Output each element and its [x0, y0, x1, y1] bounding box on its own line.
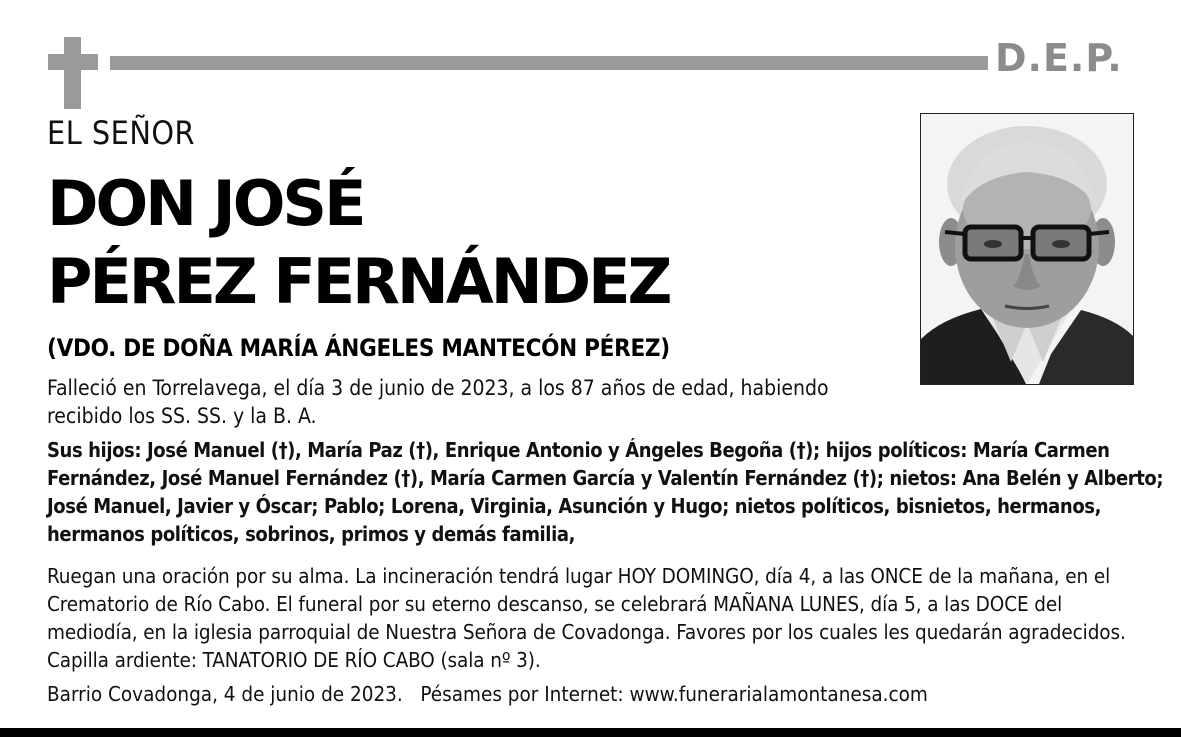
- name-line-1: DON JOSÉ: [47, 167, 364, 240]
- cross-icon: [64, 37, 81, 109]
- honorific: EL SEÑOR: [47, 114, 196, 152]
- cross-icon-bar: [48, 54, 98, 70]
- bottom-border: [0, 728, 1181, 737]
- deceased-name: [47, 165, 669, 321]
- condolences-link: Pésames por Internet: www.funerarialamontanesa.com: [420, 682, 928, 706]
- portrait-photo: [920, 113, 1134, 385]
- footer-line: [47, 680, 928, 708]
- widower-line: (VDO. DE DOÑA MARÍA ÁNGELES MANTECÓN PÉREZ): [47, 334, 670, 362]
- dep-heading: D.E.P.: [995, 36, 1123, 80]
- family-list: Sus hijos: José Manuel (†), María Paz (†), Enrique Antonio y Ángeles Begoña (†); hijos políticos: María Carmen Fernández, José Manuel Fernández (†), María Carmen García y Valentín Fernández (†); nietos: Ana Belén y Alberto; José Manuel, Javier y Óscar; Pablo; Lorena, Virginia, Asunción y Hugo; nietos políticos, bisnietos, hermanos, hermanos políticos, sobrinos, primos y demás familia,: [47, 438, 1164, 546]
- place-date: Barrio Covadonga, 4 de junio de 2023.: [47, 682, 403, 706]
- name-line-2: PÉREZ FERNÁNDEZ: [47, 245, 670, 318]
- portrait-image: [921, 114, 1133, 384]
- header-rule: [110, 56, 988, 70]
- death-notice: Falleció en Torrelavega, el día 3 de junio de 2023, a los 87 años de edad, habiendo recibido los SS. SS. y la B. A.: [47, 376, 829, 428]
- funeral-details: Ruegan una oración por su alma. La incineración tendrá lugar HOY DOMINGO, día 4, a las ONCE de la mañana, en el Crematorio de Río Cabo. El funeral por su eterno descanso, se celebrará MAÑANA LUNES, día 5, a las DOCE del mediodía, en la iglesia parroquial de Nuestra Señora de Covadonga. Favores por los cuales les quedarán agradecidos. Capilla ardiente: TANATORIO DE RÍO CABO (sala nº 3).: [47, 564, 1126, 672]
